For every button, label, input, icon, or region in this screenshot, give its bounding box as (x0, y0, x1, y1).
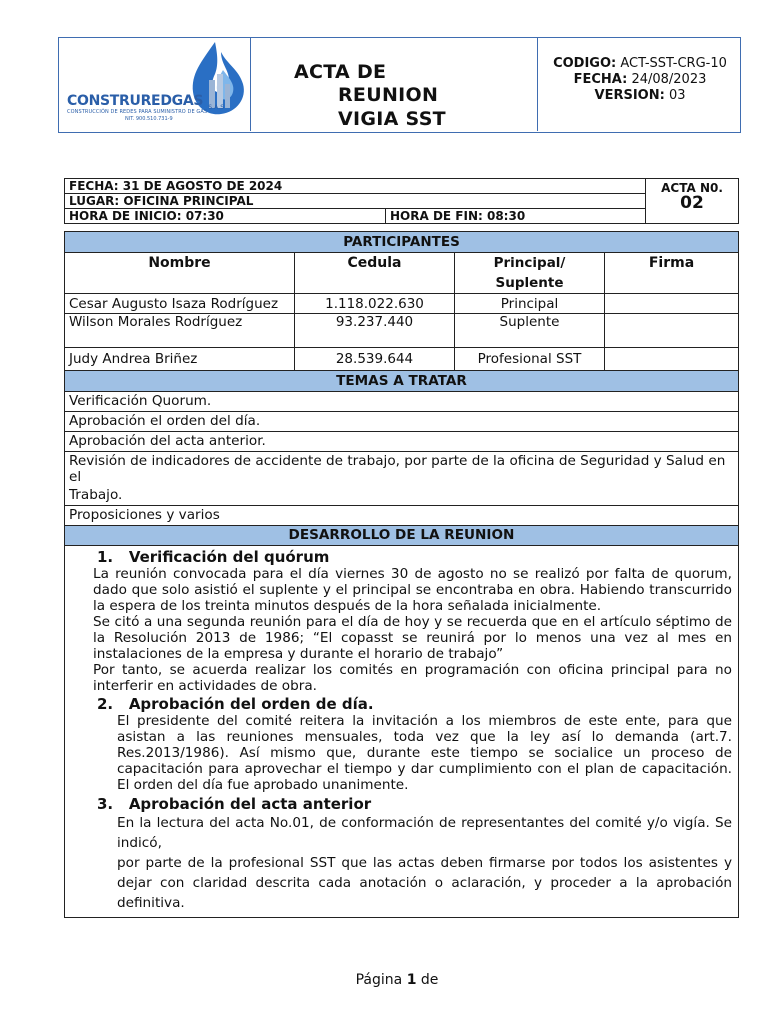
table-row (65, 294, 739, 314)
list-item: Aprobación el orden del día. (65, 412, 739, 432)
table-row (65, 314, 739, 348)
paragraph: por parte de la profesional SST que las actas deben firmarse por todos los asistentes y dejar con claridad descrita cada anotación o aclaración, y proceder a la aprobación definitiva. (117, 855, 732, 911)
development-title: DESARROLLO DE LA REUNION (65, 526, 739, 546)
meeting-date: FECHA: 31 DE AGOSTO DE 2024 (65, 179, 646, 194)
acta-number: 02 (680, 193, 704, 213)
participant-role: Profesional SST (455, 348, 605, 374)
development-body (65, 546, 739, 918)
participant-id: 1.118.022.630 (295, 294, 455, 314)
section-heading (69, 548, 732, 566)
list-item: Aprobación del acta anterior. (65, 432, 739, 452)
meeting-place: LUGAR: OFICINA PRINCIPAL (65, 194, 646, 209)
list-item: Verificación Quorum. (65, 392, 739, 412)
section-title: Aprobación del acta anterior (128, 795, 372, 813)
logo-suffix: S.A.S (208, 104, 225, 111)
participant-id: 28.539.644 (295, 348, 455, 374)
title-line-1: ACTA DE (294, 61, 387, 83)
logo-cell (59, 38, 251, 131)
page-of-label: de (420, 972, 439, 988)
section-number: 2. (97, 695, 114, 713)
participant-name: Wilson Morales Rodríguez (65, 314, 295, 348)
section-heading (69, 795, 732, 813)
participant-role: Suplente (455, 314, 605, 348)
topic-text-continued: Trabajo. (69, 487, 123, 503)
date-value: 24/08/2023 (631, 72, 707, 87)
participant-role: Principal (455, 294, 605, 314)
paragraph: El presidente del comité reitera la invitación a los miembros de este ente, para que asistan a las reuniones mensuales, toda vez que la ley así lo demanda (art.7. Res.2013/1986). Así mismo que, durante este tiempo se socialice un proceso de capacitación para aprovechar el tiempo y dar cumplimiento con el plan de capacitación. El orden del día fue aprobado unanimente. (117, 713, 732, 793)
meeting-info-table (64, 178, 739, 224)
page-number: 1 (406, 972, 417, 988)
section-title: Verificación del quórum (128, 548, 330, 566)
logo-nit: NIT. 900.510.731-9 (125, 116, 173, 122)
code-cell (538, 56, 742, 104)
document-header (58, 37, 741, 133)
start-time: HORA DE INICIO: 07:30 (65, 209, 386, 224)
page-label: Página (355, 972, 403, 988)
section-body (69, 566, 732, 694)
section-number: 3. (97, 795, 114, 813)
agenda-table (64, 370, 739, 918)
participants-title: PARTICIPANTES (65, 232, 739, 253)
list-item: Proposiciones y varios (65, 506, 739, 526)
col-firma: Firma (605, 253, 739, 294)
list-item (65, 452, 739, 506)
code-value: ACT-SST-CRG-10 (620, 56, 727, 71)
date-label: FECHA: (573, 72, 628, 87)
participants-table (64, 231, 739, 374)
col-rol: Principal/ Suplente (455, 253, 605, 294)
section-body (69, 713, 732, 793)
acta-label: ACTA N0. (661, 181, 723, 195)
title-cell (251, 38, 538, 131)
section-title: Aprobación del orden de día. (128, 695, 374, 713)
paragraph: Se citó a una segunda reunión para el día de hoy y se recuerda que en el artículo séptimo de la Resolución 2013 de 1986; “El copasst se reunirá por lo menos una vez al mes en instalaciones de la empresa y durante el horario de trabajo” (93, 614, 732, 662)
participant-id: 93.237.440 (295, 314, 455, 348)
topic-text: Revisión de indicadores de accidente de trabajo, por parte de la oficina de Seguridad y Salud en el (69, 453, 726, 485)
page-footer (0, 972, 768, 988)
logo-tagline: CONSTRUCCIÓN DE REDES PARA SUMINISTRO DE GAS (67, 109, 208, 115)
participant-signature (605, 294, 739, 314)
col-nombre: Nombre (65, 253, 295, 294)
code-label: CODIGO: (553, 56, 617, 71)
acta-number-cell (646, 179, 739, 224)
participant-name: Cesar Augusto Isaza Rodríguez (65, 294, 295, 314)
paragraph: La reunión convocada para el día viernes 30 de agosto no se realizó por falta de quorum, dado que solo asistió el suplente y el principal se encontraba en obra. Habiendo transcurrido la espera de los treinta minutos después de la hora señalada inicialmente. (93, 566, 732, 614)
title-line-3: VIGIA SST (338, 108, 446, 130)
participant-name: Judy Andrea Briñez (65, 348, 295, 374)
version-label: VERSION: (594, 88, 665, 103)
paragraph: En la lectura del acta No.01, de conformación de representantes del comité y/o vigía. Se indicó, (117, 815, 732, 851)
code-block (538, 56, 742, 104)
paragraph: Por tanto, se acuerda realizar los comités en programación con oficina principal para no interferir en actividades de obra. (93, 662, 732, 694)
section-heading (69, 695, 732, 713)
col-cedula: Cedula (295, 253, 455, 294)
topics-title: TEMAS A TRATAR (65, 371, 739, 392)
logo-text-block (67, 90, 247, 109)
section-body (69, 813, 732, 913)
version-value: 03 (668, 88, 686, 103)
section-number: 1. (97, 548, 114, 566)
title-line-2: REUNION (338, 84, 439, 106)
participant-signature (605, 314, 739, 348)
end-time: HORA DE FIN: 08:30 (386, 209, 646, 224)
logo-brand: CONSTRUREDGAS (67, 93, 204, 109)
